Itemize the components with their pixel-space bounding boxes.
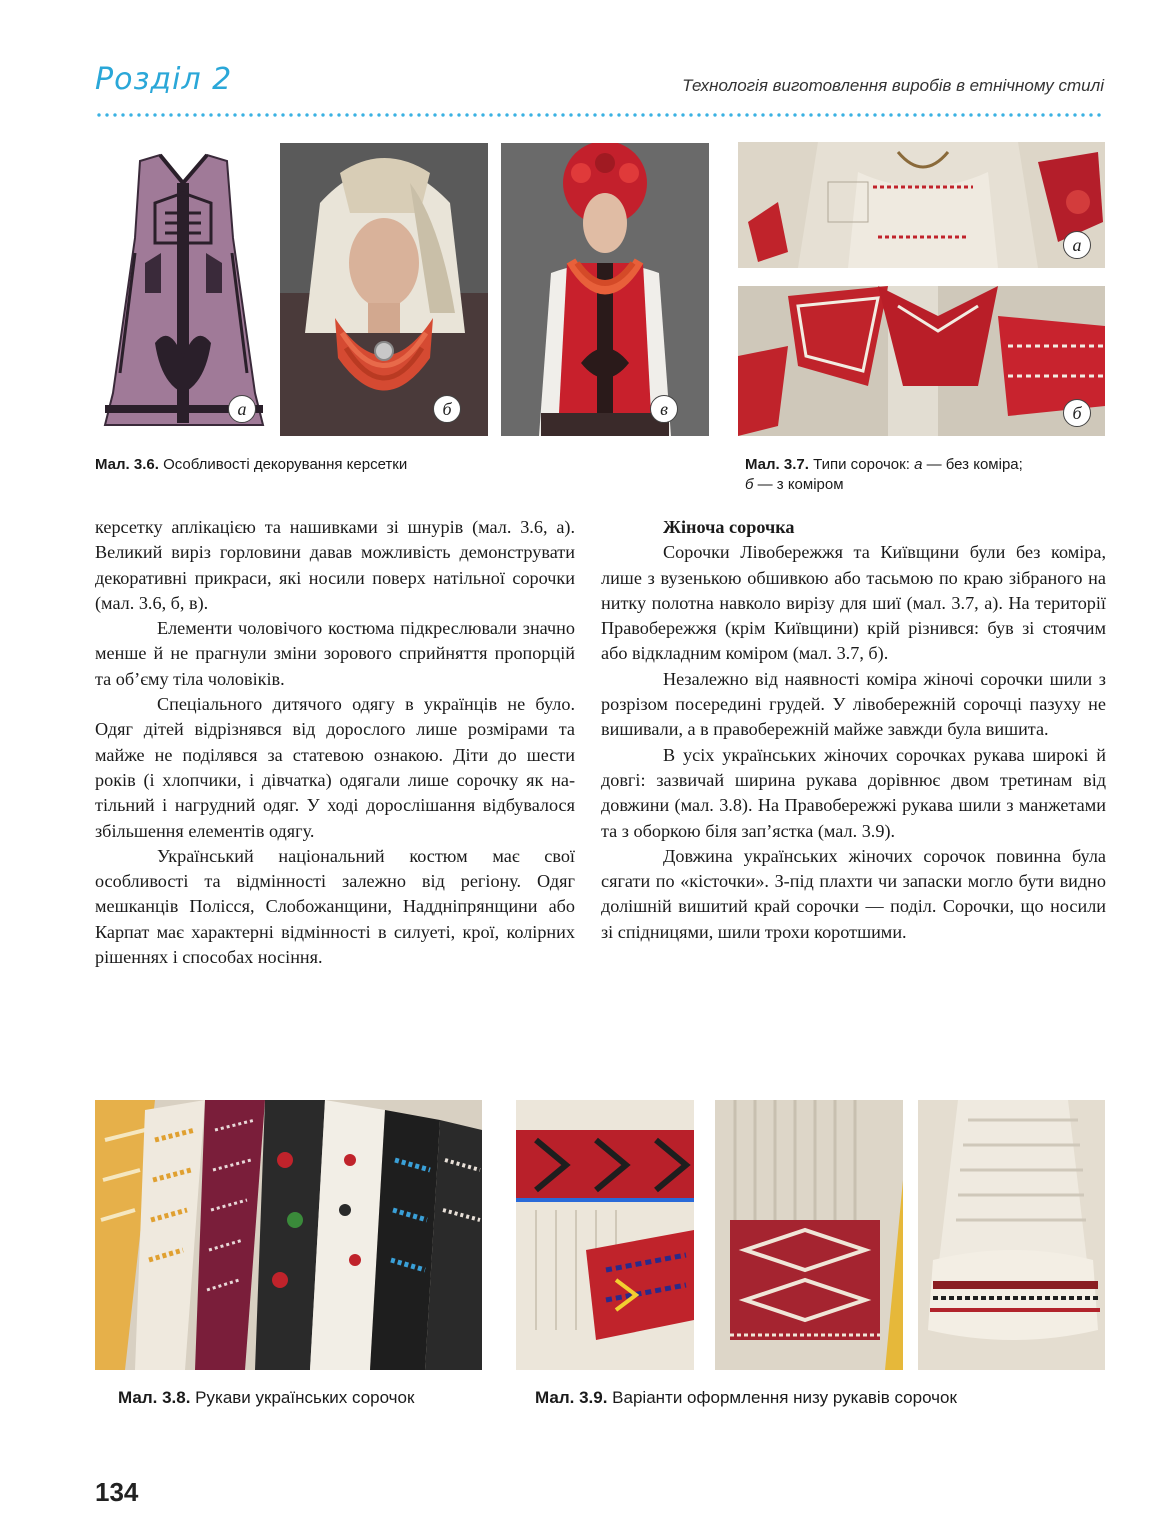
right-column — [601, 515, 1106, 945]
caption-text: Особливості декорування керсетки — [163, 456, 408, 473]
running-title: Технологія виготовлення виробів в етнічному стилі — [682, 76, 1104, 95]
paragraph: Сорочки Лівобережжя та Київщини були без коміра, лише з вузенькою обшивкою або тасьмою по краю зібраного на нитку полотна навколо вирізу для шиї (мал. 3.7, а). На території Правобережжя (крім Київщини) крій різнився: був зі стоячим або відкладним коміром (мал. 3.7, б). — [601, 542, 1106, 664]
caption-text: а — [914, 456, 923, 473]
photo-sleeve-cuff-3 — [918, 1100, 1105, 1370]
caption-label: Мал. 3.8. — [118, 1388, 191, 1407]
caption-fig-3-6 — [95, 455, 695, 475]
badge-a: а — [1063, 231, 1091, 259]
badge-b: б — [1063, 399, 1091, 427]
badge-b: б — [433, 395, 461, 423]
photo-shirt-with-collar — [738, 286, 1105, 436]
paragraph: Елементи чоловічого костюма підкреслювали значно менше й не прагнули зміни зорового сприйняття пропорцій та об’єму тіла чоловіків. — [95, 618, 575, 689]
photo-kersetka-vest — [95, 143, 272, 436]
caption-text: — без коміра; — [922, 456, 1023, 473]
paragraph: Український національний костюм має свої особливості та відмінності залежно від регіону. Одяг мешканців Полісся, Слобожанщини, Наддніпрянщини або Карпат має характерні відмінності в силуеті, крої, колірних рішеннях і способах носіння. — [95, 845, 575, 968]
photo-shirts-no-collar — [738, 142, 1105, 268]
caption-label: Мал. 3.6. — [95, 456, 159, 473]
caption-text: — з коміром — [753, 476, 844, 493]
caption-text: Типи сорочок: — [813, 456, 915, 473]
section-title: Розділ 2 — [95, 62, 233, 97]
paragraph: Довжина українських жіночих сорочок повинна була сягати по «кісточки». З-під плахти чи запаски могло бути видно долішній вишитий край сорочки — поділ. Сорочки, що носили зі спідницями, шили трохи коротшими. — [601, 845, 1106, 942]
badge-v: в — [650, 395, 678, 423]
caption-fig-3-9 — [535, 1388, 957, 1408]
caption-text: Варіанти оформлення низу рукавів сорочок — [612, 1388, 957, 1407]
paragraph: В усіх українських жіночих сорочках рукава широкі й довгі: зазвичай ширина рукава дорівнює двом третинам від довжини (мал. 3.8). На Правобережжі рукава шили з манжетами та з оборкою біля зап’ястка (мал. 3.9). — [601, 744, 1106, 841]
caption-text: б — [745, 476, 754, 493]
photo-woman-headscarf — [280, 143, 488, 436]
paragraph: Незалежно від наявності коміра жіночі сорочки шили з розрізом посередині грудей. У лівобережній сорочці пазуху не вишивали, а в правобережній майже завжди була вишита. — [601, 668, 1106, 740]
photo-sleeve-cuff-1 — [516, 1100, 694, 1370]
photo-embroidered-sleeves — [95, 1100, 482, 1370]
page-number: 134 — [95, 1477, 139, 1507]
photo-sleeve-cuff-2 — [715, 1100, 903, 1370]
paragraph: керсетку аплікацією та нашивками зі шнурів (мал. 3.6, а). Великий виріз горловини давав можливість демонструвати декоративні прикраси, які носили поверх натільної сорочки (мал. 3.6, б, в). — [95, 517, 575, 613]
left-column — [95, 515, 575, 970]
photo-woman-crown — [501, 143, 709, 436]
caption-text: Рукави українських сорочок — [195, 1388, 415, 1407]
caption-label: Мал. 3.9. — [535, 1388, 608, 1407]
badge-a: а — [228, 395, 256, 423]
paragraph: Спеціального дитячого одягу в українців не було. Одяг дітей відрізнявся від дорослого лише розмірами та майже не поділявся за статевою ознакою. Діти до шести років (і хлопчики, і дівчатка) одягали лише сорочку як натільний і нагрудний одяг. У ході дорослішання відбувалося збільшення елементів одягу. — [95, 694, 575, 841]
caption-fig-3-8 — [118, 1388, 414, 1408]
section-heading: Жіноча сорочка — [663, 517, 795, 537]
caption-label: Мал. 3.7. — [745, 456, 809, 473]
caption-fig-3-7 — [745, 455, 1085, 495]
dotted-divider — [95, 112, 1105, 118]
